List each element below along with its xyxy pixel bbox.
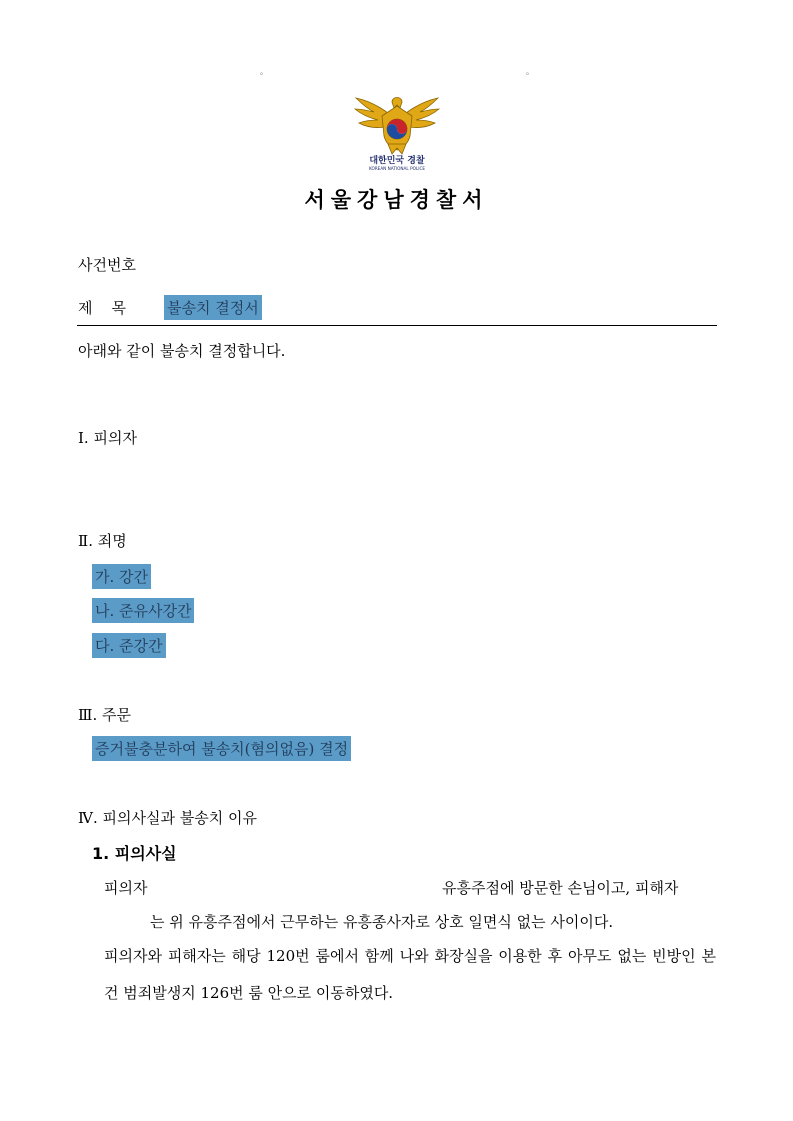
intro-text: 아래와 같이 불송치 결정합니다. xyxy=(78,342,286,360)
facts-heading: Ⅳ. 피의사실과 불송치 이유 xyxy=(78,809,257,827)
case-number-label: 사건번호 xyxy=(78,256,136,274)
facts-para1-end: 유흥주점에 방문한 손님이고, 피해자 xyxy=(442,879,679,897)
facts-subheading: 1. 피의사실 xyxy=(92,844,177,863)
facts-para1-cont: 는 위 유흥주점에서 근무하는 유흥종사자로 상호 일면식 없는 사이이다. xyxy=(150,913,614,931)
ruling-text: 증거불충분하여 불송치(혐의없음) 결정 xyxy=(92,736,351,761)
logo-english-text: KOREAN NATIONAL POLICE xyxy=(368,166,426,171)
header-mark-right: 。 xyxy=(526,67,534,76)
header-divider xyxy=(77,325,717,326)
police-emblem-logo xyxy=(352,92,442,172)
eagle-icon xyxy=(355,98,439,155)
title-value: 불송치 결정서 xyxy=(164,295,262,320)
suspect-heading: Ⅰ. 피의자 xyxy=(78,429,137,447)
charges-heading: Ⅱ. 죄명 xyxy=(78,532,127,550)
header-mark-left: 。 xyxy=(260,67,268,76)
facts-para2: 피의자와 피해자는 해당 120번 룸에서 함께 나와 화장실을 이용한 후 아무도 없는 빈방인 본 건 범죄발생지 126번 룸 안으로 이동하였다. xyxy=(104,947,716,1002)
title-label: 제 목 xyxy=(78,299,127,317)
charge-item-1: 가. 강간 xyxy=(92,564,151,589)
charge-item-2: 나. 준유사강간 xyxy=(92,598,194,623)
agency-title: 서울강남경찰서 xyxy=(304,188,489,212)
ruling-heading: Ⅲ. 주문 xyxy=(78,706,131,724)
facts-para1-start: 피의자 xyxy=(104,879,148,897)
logo-korean-text: 대한민국 경찰 xyxy=(369,156,425,166)
charge-item-3: 다. 준강간 xyxy=(92,633,166,658)
